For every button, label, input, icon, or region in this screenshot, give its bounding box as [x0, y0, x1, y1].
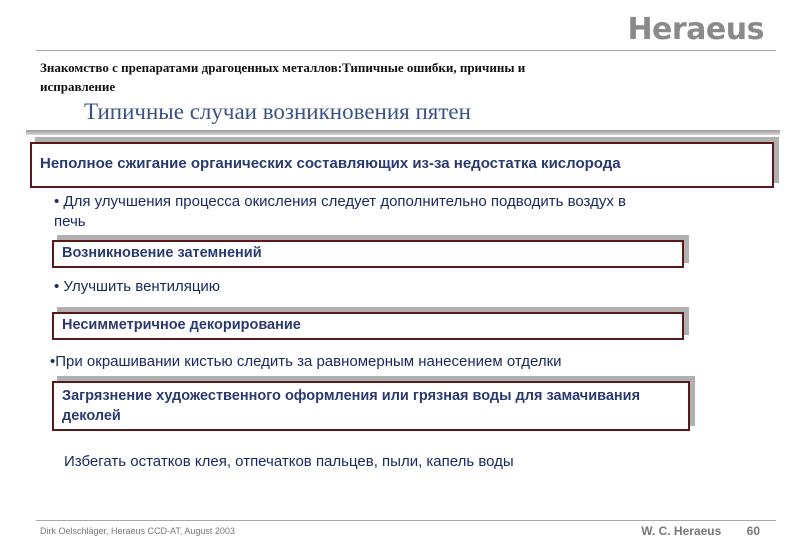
header-divider [36, 50, 776, 51]
heraeus-logo: Heraeus [627, 12, 764, 47]
footer-divider [36, 520, 776, 521]
case-remedy-3: •При окрашивании кистью следить за равномерным нанесением отделки [50, 353, 562, 370]
case-heading-3: Несимметричное декорирование [52, 312, 684, 340]
case-heading-4: Загрязнение художественного оформления или грязная воды для замачивания деколей [52, 381, 690, 431]
header-title: Знакомство с препаратами драгоценных металлов:Типичные ошибки, причины и исправление [40, 60, 526, 94]
title-underline [26, 130, 780, 135]
case-heading-2: Возникновение затемнений [52, 240, 684, 268]
page-number: 60 [746, 524, 760, 538]
footer-company: W. C. Heraeus [641, 524, 722, 538]
case-heading-1: Неполное сжигание органических составляющих из-за недостатка кислорода [30, 142, 774, 188]
slide-title: Типичные случаи возникновения пятен [84, 99, 471, 124]
case-remedy-2: • Улучшить вентиляцию [54, 278, 221, 295]
case-remedy-4: Избегать остатков клея, отпечатков пальцев, пыли, капель воды [64, 453, 514, 470]
footer-right [641, 524, 760, 538]
footer-author: Dirk Oelschläger, Heraeus CCD-AT, August 2003 [40, 526, 235, 536]
case-remedy-1: • Для улучшения процесса окисления следует дополнительно подводить воздух в печь [54, 193, 626, 230]
